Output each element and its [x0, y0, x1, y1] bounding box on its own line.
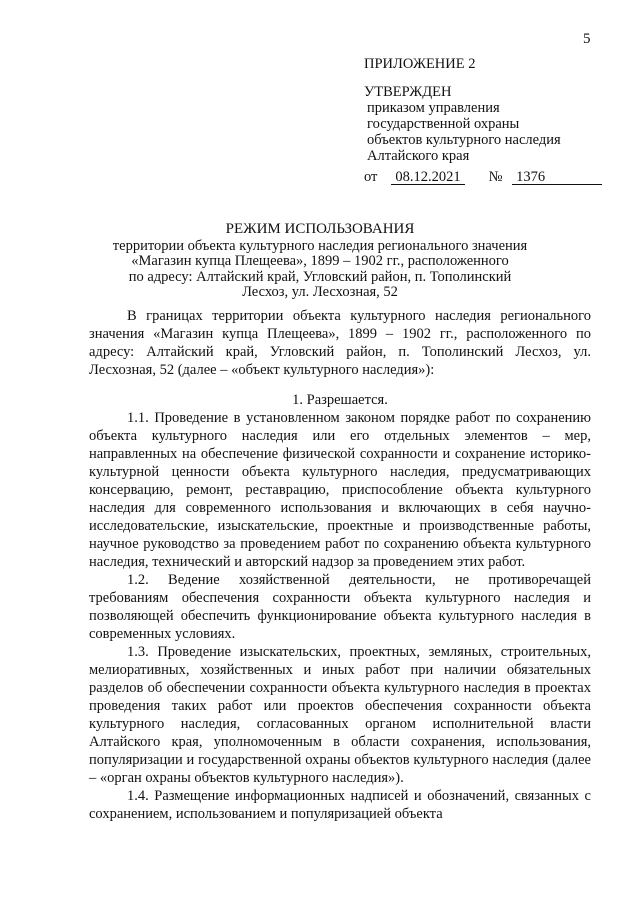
section-heading: 1. Разрешается.: [292, 392, 388, 408]
intro-paragraph: В границах территории объекта культурного наследия регионального значения «Магазин купца Плещеева», 1899 – 1902 гг., расположенного по адресу: Алтайский край, Угловский район, п. Тополинский Лесхоз, ул. Лесхозная, 52 (далее – «объект культурного наследия»):: [89, 308, 591, 378]
approval-line: объектов культурного наследия: [367, 132, 561, 148]
title-line: Лесхоз, ул. Лесхозная, 52: [242, 284, 398, 300]
approved-label: УТВЕРЖДЕН: [364, 84, 452, 100]
order-date: 08.12.2021: [391, 170, 465, 185]
title-line: по адресу: Алтайский край, Угловский район, п. Тополинский: [128, 268, 512, 285]
page-number: 5: [583, 31, 591, 47]
paragraph-1-4: 1.4. Размещение информационных надписей и обозначений, связанных с сохранением, использованием и популяризацией объекта: [89, 788, 591, 822]
paragraph-1-1: 1.1. Проведение в установленном законом порядке работ по сохранению объекта культурного наследия или его отдельных элементов – мер, направленных на обеспечение физической сохранности и сохранение историко-культурной ценности объекта культурного наследия, предусматривающих консервацию, ремонт, реставрацию, приспособление объекта культурного наследия для современного использования и включающих в себя научно-исследовательские, изыскательские, проектные и производственные работы, научное руководство за проведением работ по сохранению объекта культурного наследия, технический и авторский надзор за проведением этих работ.: [89, 410, 591, 570]
paragraph-1-2: 1.2. Ведение хозяйственной деятельности, не противоречащей требованиям обеспечения сохранности объекта культурного наследия и позволяющей обеспечить функционирование объекта культурного наследия в современных условиях.: [89, 572, 591, 642]
title-line: «Магазин купца Плещеева», 1899 – 1902 гг., расположенного: [131, 253, 509, 269]
approval-block: [364, 56, 624, 185]
order-date-number: [364, 169, 624, 185]
approval-line: приказом управления: [367, 100, 500, 116]
order-number: 1376: [512, 170, 602, 185]
approval-line: Алтайского края: [367, 148, 470, 164]
title-line: территории объекта культурного наследия регионального значения: [112, 237, 528, 254]
appendix-label: ПРИЛОЖЕНИЕ 2: [364, 56, 476, 72]
document-title: [90, 222, 550, 301]
title-main: РЕЖИМ ИСПОЛЬЗОВАНИЯ: [225, 221, 415, 237]
document-body: [89, 307, 591, 823]
date-prefix: от: [364, 169, 378, 185]
approval-line: государственной охраны: [367, 116, 520, 132]
number-prefix: №: [488, 169, 503, 185]
paragraph-1-3: 1.3. Проведение изыскательских, проектных, земляных, строительных, мелиоративных, хозяйственных и иных работ при наличии обязательных разделов об обеспечении сохранности объекта культурного наследия в проектах проведения таких работ или проектов обеспечения сохранности объекта культурного наследия, согласованных органом исполнительной власти Алтайского края, уполномоченным в области сохранения, использования, популяризации и государственной охраны объектов культурного наследия (далее – «орган охраны объектов культурного наследия»).: [89, 644, 591, 786]
